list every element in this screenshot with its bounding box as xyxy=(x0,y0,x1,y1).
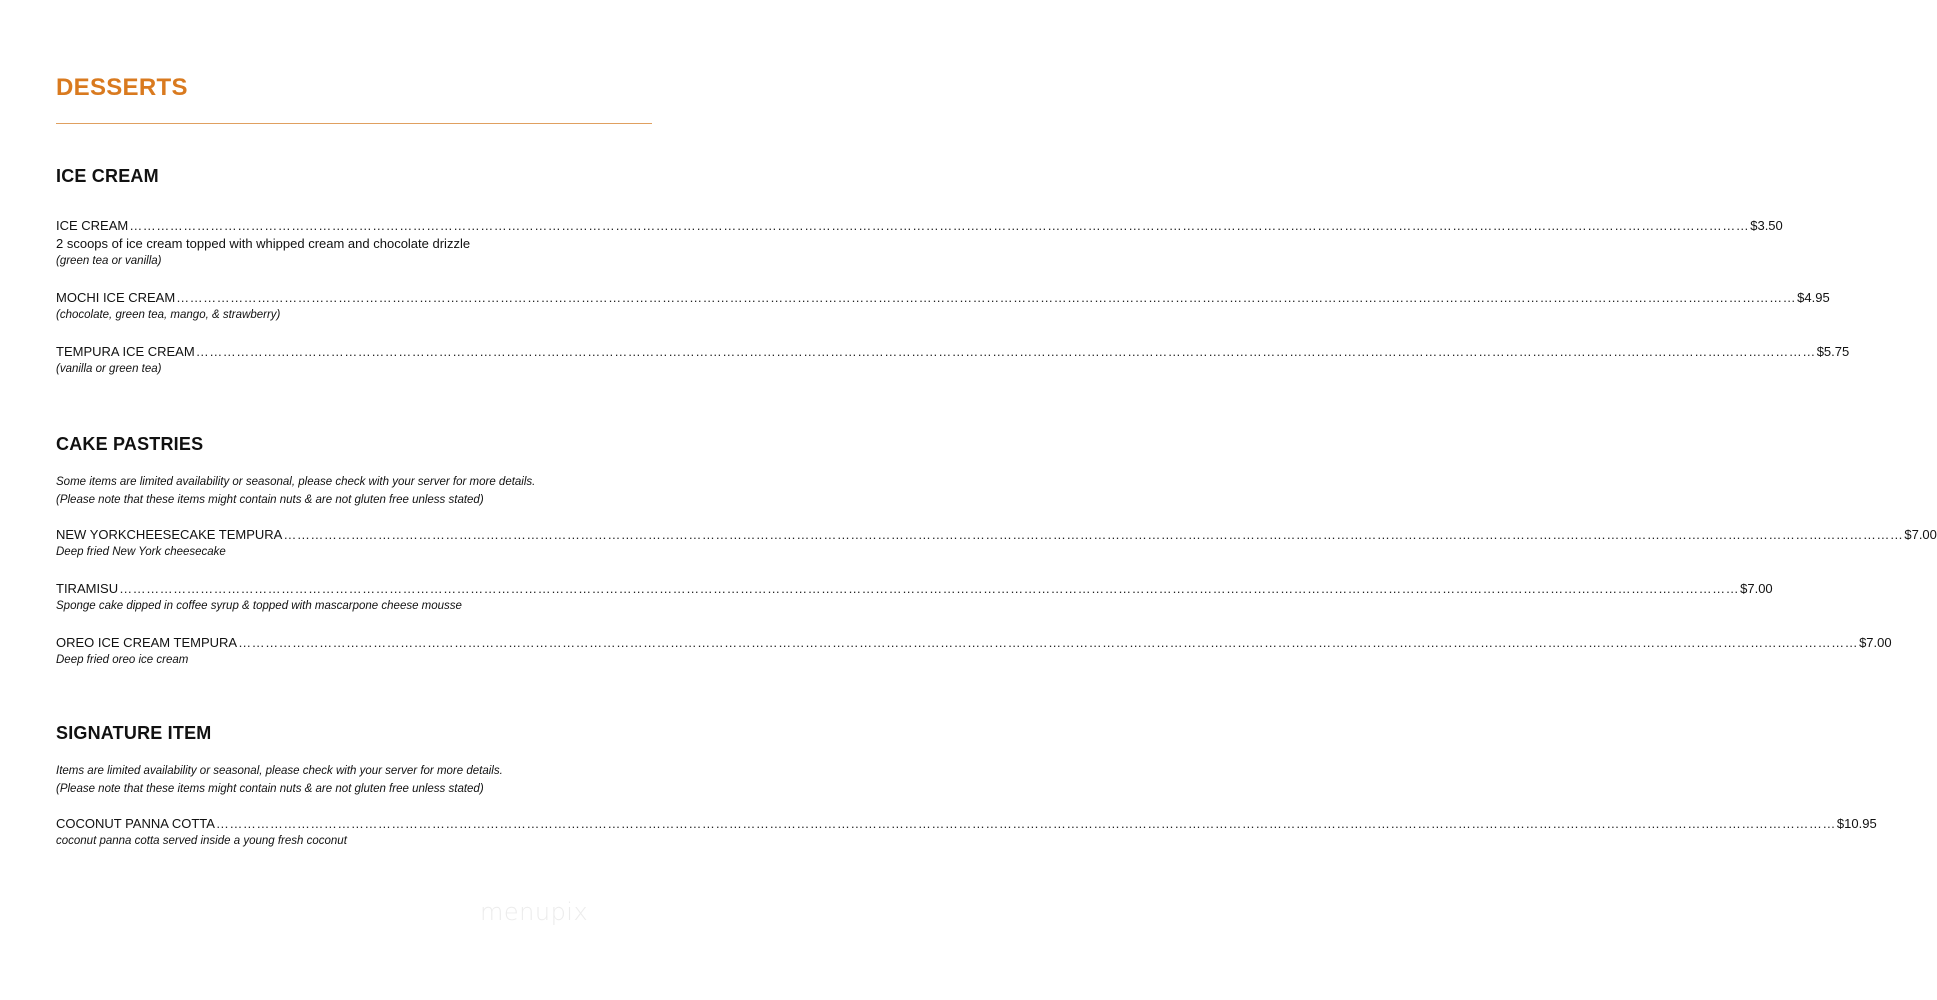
watermark-logo: menupix xyxy=(480,898,589,926)
section-ice-cream xyxy=(56,165,1850,378)
item-price: $7.00 xyxy=(1740,581,1773,596)
dot-leader: ……………………………………………………………………………………………………………………………………………………………………………………………………………………………………………………………………………………………………………………………… xyxy=(283,527,1904,542)
section-notes xyxy=(56,762,656,798)
menu-item-oreo-tempura xyxy=(56,634,1892,669)
item-note: (vanilla or green tea) xyxy=(56,363,162,375)
item-name: TEMPURA ICE CREAM xyxy=(56,344,195,359)
item-price: $5.75 xyxy=(1816,344,1850,359)
menu-item-tiramisu xyxy=(56,580,1773,615)
menu-item-coconut-panna-cotta xyxy=(56,815,1877,850)
item-price: $7.00 xyxy=(1904,527,1937,542)
page-title: DESSERTS xyxy=(56,74,188,101)
menu-item-mochi-ice-cream xyxy=(56,289,1830,324)
item-name: OREO ICE CREAM TEMPURA xyxy=(56,635,238,650)
availability-note: Some items are limited availability or seasonal, please check with your server for more details. xyxy=(56,476,536,488)
item-note: coconut panna cotta served inside a young fresh coconut xyxy=(56,835,347,847)
item-description: 2 scoops of ice cream topped with whipped cream and chocolate drizzle xyxy=(56,236,471,251)
item-price: $7.00 xyxy=(1859,635,1892,650)
section-cake-pastries xyxy=(56,433,1937,669)
dot-leader: ……………………………………………………………………………………………………………………………………………………………………………………………………………………………………………………………………………………………………………………………… xyxy=(215,816,1836,831)
item-note: (chocolate, green tea, mango, & strawberry) xyxy=(56,309,281,321)
item-price: $3.50 xyxy=(1750,218,1783,233)
dot-leader: ……………………………………………………………………………………………………………………………………………………………………………………………………………………………………………………………………………………………………………………………… xyxy=(129,218,1750,233)
item-note: Deep fried oreo ice cream xyxy=(56,654,189,666)
section-heading: ICE CREAM xyxy=(56,166,159,186)
item-name: MOCHI ICE CREAM xyxy=(56,290,176,305)
item-note: (green tea or vanilla) xyxy=(56,255,162,267)
dot-leader: ……………………………………………………………………………………………………………………………………………………………………………………………………………………………………………………………………………………………………………………………… xyxy=(119,581,1740,596)
item-price: $4.95 xyxy=(1797,290,1830,305)
dot-leader: ……………………………………………………………………………………………………………………………………………………………………………………………………………………………………………………………………………………………………………………………… xyxy=(238,635,1859,650)
menu-item-cheesecake-tempura xyxy=(56,526,1937,561)
item-note: Sponge cake dipped in coffee syrup & topped with mascarpone cheese mousse xyxy=(56,600,462,612)
allergen-note: (Please note that these items might contain nuts & are not gluten free unless stated) xyxy=(56,783,484,795)
dot-leader: ……………………………………………………………………………………………………………………………………………………………………………………………………………………………………………………………………………………………………………………………… xyxy=(195,344,1816,359)
item-note: Deep fried New York cheesecake xyxy=(56,546,226,558)
section-signature-item xyxy=(56,722,1877,850)
dot-leader: ……………………………………………………………………………………………………………………………………………………………………………………………………………………………………………………………………………………………………………………………… xyxy=(176,290,1797,305)
item-price: $10.95 xyxy=(1836,816,1877,831)
item-name: TIRAMISU xyxy=(56,581,119,596)
item-name: NEW YORKCHEESECAKE TEMPURA xyxy=(56,527,283,542)
menu-item-ice-cream xyxy=(56,217,1783,270)
menu-item-tempura-ice-cream xyxy=(56,343,1850,378)
section-notes xyxy=(56,473,656,509)
section-heading: SIGNATURE ITEM xyxy=(56,723,212,743)
item-name: ICE CREAM xyxy=(56,218,129,233)
section-heading: CAKE PASTRIES xyxy=(56,434,204,454)
title-divider xyxy=(56,123,652,124)
item-name: COCONUT PANNA COTTA xyxy=(56,816,215,831)
availability-note: Items are limited availability or seasonal, please check with your server for more details. xyxy=(56,765,503,777)
allergen-note: (Please note that these items might contain nuts & are not gluten free unless stated) xyxy=(56,494,484,506)
